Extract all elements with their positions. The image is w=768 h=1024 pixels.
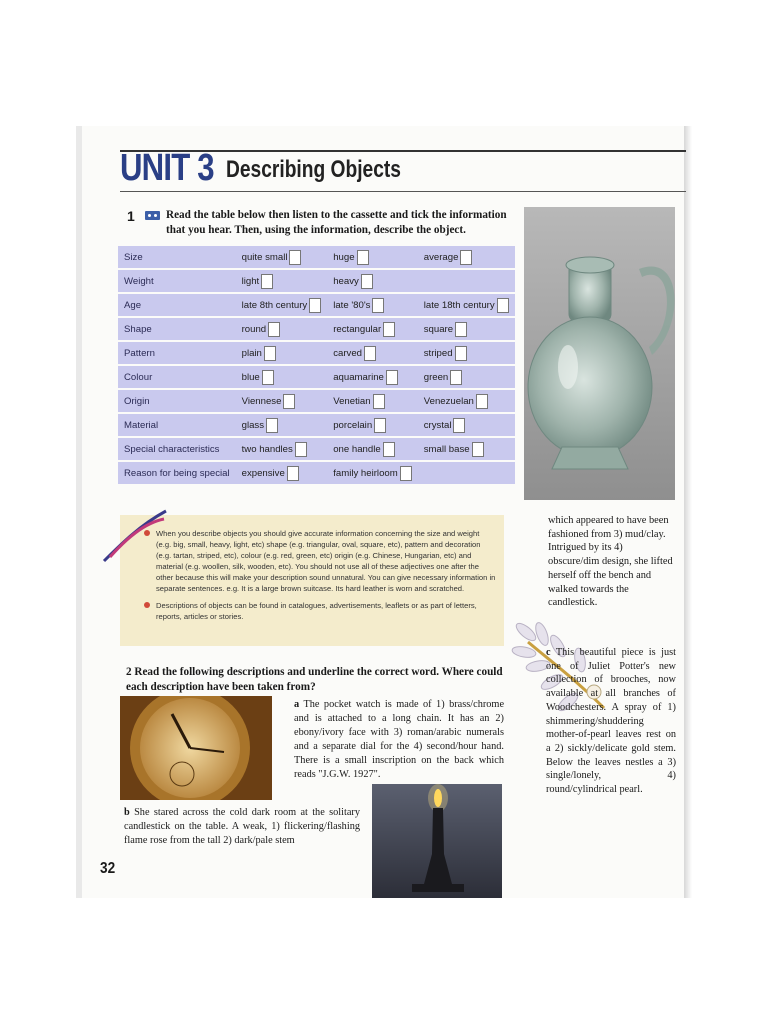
option-label: green [423,371,449,383]
option-label: one handle [333,443,381,455]
tick-box[interactable] [374,418,386,433]
option-cell [236,246,328,268]
option-cell [236,438,328,460]
tick-box[interactable] [357,250,369,265]
option-cell [236,390,328,412]
bullet-icon [144,530,150,536]
unit-number: UNIT 3 [120,147,214,189]
option-cell [418,462,515,484]
option-label: two handles [241,443,293,455]
cassette-icon [145,211,160,220]
tick-box[interactable] [400,466,412,481]
option-label: rectangular [333,323,382,335]
tick-box[interactable] [455,322,467,337]
row-label: Reason for being special [118,462,236,484]
option-label: crystal [423,419,452,431]
option-label: quite small [241,251,288,263]
exercise2-instruction: Read the following descriptions and underline the correct word. Where could each description have been taken from? [126,666,503,693]
tick-box[interactable] [383,322,395,337]
story-b-continued: which appeared to have been fashioned from 3) mud/clay. Intrigued by its 4) obscure/dim design, she lifted herself off the bench and walked towards the candlestick. [548,515,673,609]
tick-box[interactable] [476,394,488,409]
tip-text-2: Descriptions of objects can be found in catalogues, advertisements, leaflets or as part of letters, reports, articles or stories. [156,601,477,621]
option-label: huge [333,251,355,263]
story-c-text: This beautiful piece is just one of Juliet Potter's new collection of brooches, now available at all branches of Woodchesters. A spray of 1) shimmering/shuddering mother-of-pearl leaves rest on a 2) sickly/delicate gold stem. Below the leaves nestles a 3) single/lonely, 4) round/cylindrical pearl. [546,647,676,796]
tick-box[interactable] [373,394,385,409]
option-cell [418,366,515,388]
option-cell [327,390,418,412]
option-label: late '80's [333,299,371,311]
tick-box[interactable] [453,418,465,433]
row-label: Shape [118,318,236,340]
option-label: plain [241,347,262,359]
tick-box[interactable] [450,370,462,385]
tick-box[interactable] [386,370,398,385]
table-row [118,366,515,388]
table-row [118,270,515,292]
row-label: Age [118,294,236,316]
option-cell [418,342,515,364]
option-cell [418,414,515,436]
table-row [118,246,515,268]
option-label: late 8th century [241,299,308,311]
tick-box[interactable] [264,346,276,361]
row-label: Size [118,246,236,268]
option-cell [327,414,418,436]
option-cell [327,462,418,484]
option-label: round [241,323,267,335]
story-b-text: She stared across the cold dark room at the solitary candlestick on the table. A weak, 1) flickering/flashing flame rose from the tall 2) dark/pale stem [124,807,360,846]
tip-bullet [144,600,496,622]
tick-box[interactable] [460,250,472,265]
tip-box [120,515,504,646]
option-label: striped [423,347,453,359]
description-table [118,244,515,486]
tick-box[interactable] [455,346,467,361]
row-label: Special characteristics [118,438,236,460]
tick-box[interactable] [266,418,278,433]
option-cell [327,270,418,292]
option-cell [236,294,328,316]
table-row [118,462,515,484]
option-cell [236,342,328,364]
exercise1-number: 1 [127,208,135,224]
option-label: porcelain [333,419,373,431]
tick-box[interactable] [268,322,280,337]
story-a [294,698,504,781]
tick-box[interactable] [472,442,484,457]
option-label: expensive [241,467,285,479]
tick-box[interactable] [262,370,274,385]
option-label: square [423,323,454,335]
tick-box[interactable] [364,346,376,361]
option-label: blue [241,371,260,383]
tick-box[interactable] [289,250,301,265]
tick-box[interactable] [283,394,295,409]
option-cell [418,246,515,268]
candlestick-photo [372,784,502,898]
option-label: light [241,275,260,287]
option-cell [327,318,418,340]
table-row [118,390,515,412]
option-cell [327,342,418,364]
tip-bullet [144,528,496,594]
glass-jug-photo [524,207,675,500]
option-cell [236,366,328,388]
page-edge [684,126,692,898]
option-label: Venetian [333,395,371,407]
option-label: average [423,251,459,263]
story-b-label: b [124,807,130,818]
row-label: Material [118,414,236,436]
option-cell [418,438,515,460]
option-cell [327,366,418,388]
page-number: 32 [100,860,116,877]
option-label: family heirloom [333,467,398,479]
tick-box[interactable] [295,442,307,457]
table-row [118,318,515,340]
tick-box[interactable] [497,298,509,313]
option-label: heavy [333,275,359,287]
option-label: small base [423,443,470,455]
option-label: Viennese [241,395,282,407]
exercise2-instruction-block [126,665,512,695]
row-label: Pattern [118,342,236,364]
table-row [118,294,515,316]
story-a-label: a [294,699,300,710]
option-cell [418,270,515,292]
unit-title: Describing Objects [226,156,401,183]
option-label: aquamarine [333,371,384,383]
option-cell [418,318,515,340]
row-label: Origin [118,390,236,412]
tip-text-1: When you describe objects you should give accurate information concerning the size and weight (e.g. big, small, heavy, light, etc) shape (e.g. triangular, oval, square, etc), pattern and decoration (e.g. tartan, striped, etc), colour (e.g. red, green, etc) origin (e.g. Chinese, Hungarian, etc) and material (e.g. woollen, silk, wooden, etc). You should not use all of these adjectives one after the other because this will make your description sound unnatural. You can give necessary information in separate sentences. e.g. It is a large brown suitcase. Its hard leather is worn and scratched. [156,529,496,593]
option-cell [236,462,328,484]
row-label: Colour [118,366,236,388]
story-b [124,806,360,848]
story-c-label: c [546,647,551,658]
option-cell [236,318,328,340]
exercise2-number: 2 [126,666,132,678]
tick-box[interactable] [287,466,299,481]
tick-box[interactable] [261,274,273,289]
pocket-watch-photo [120,696,272,800]
option-cell [236,270,328,292]
table-row [118,414,515,436]
option-cell [236,414,328,436]
option-cell [418,390,515,412]
header-rule-bottom [120,191,686,192]
option-label: Venezuelan [423,395,474,407]
story-a-text: The pocket watch is made of 1) brass/chrome and is attached to a long chain. It has an 2) ebony/ivory face with 3) roman/arabic numerals and a separate dial for the 4) second/hour hand. There is a small inscription on the back which reads "J.G.W. 1927". [294,699,505,780]
option-label: glass [241,419,265,431]
tick-box[interactable] [361,274,373,289]
exercise1-instruction: Read the table below then listen to the cassette and tick the information that you hear. Then, using the information, describe the object. [166,209,507,236]
tick-box[interactable] [383,442,395,457]
option-cell [418,294,515,316]
story-c [546,646,676,797]
option-label: carved [333,347,363,359]
table-row [118,438,515,460]
option-cell [327,246,418,268]
table-row [118,342,515,364]
option-cell [327,438,418,460]
tick-box[interactable] [372,298,384,313]
option-cell [327,294,418,316]
bullet-icon [144,602,150,608]
row-label: Weight [118,270,236,292]
option-label: late 18th century [423,299,495,311]
tick-box[interactable] [309,298,321,313]
